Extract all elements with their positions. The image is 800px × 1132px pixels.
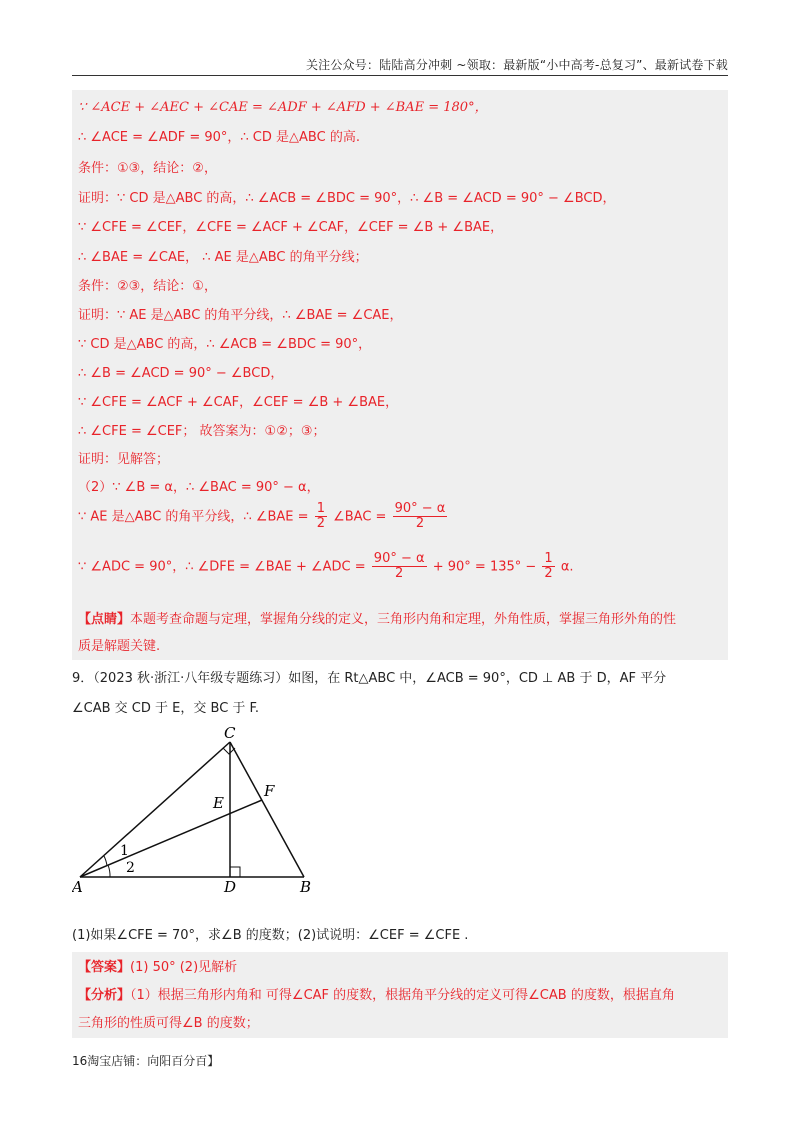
label-angle-2: 2 xyxy=(126,860,135,876)
analysis-text-1: （1）根据三角形内角和 可得∠CAF 的度数，根据角平分线的定义可得∠CAB 的度数，根据直角 xyxy=(130,988,675,1003)
line15-mid: ∠BAC = xyxy=(333,509,391,525)
solution-line-2: ∴ ∠ACE = ∠ADF = 90°，∴ CD 是△ABC 的高. xyxy=(78,130,360,145)
line16-prefix: ∵ ∠ADC = 90°，∴ ∠DFE = ∠BAE + ∠ADC = xyxy=(78,559,370,575)
solution-block xyxy=(72,90,728,660)
solution-line-12: ∴ ∠CFE = ∠CEF； 故答案为：①②；③； xyxy=(78,424,326,439)
label-d: D xyxy=(224,878,237,892)
solution-line-11: ∵ ∠CFE = ∠ACF + ∠CAF，∠CEF = ∠B + ∠BAE， xyxy=(78,395,399,410)
triangle-figure xyxy=(72,722,332,892)
label-angle-1: 1 xyxy=(120,843,129,859)
solution-line-6: ∴ ∠BAE = ∠CAE， ∴ AE 是△ABC 的角平分线； xyxy=(78,250,368,265)
angle-arc-1 xyxy=(104,856,107,866)
solution-line-10: ∴ ∠B = ∠ACD = 90° − ∠BCD， xyxy=(78,366,284,381)
note-text-1: 本题考查命题与定理，掌握角分线的定义，三角形内角和定理，外角性质，掌握三角形外角的性 xyxy=(130,612,677,627)
analysis-label: 【分析】 xyxy=(78,988,131,1003)
answer-label: 【答案】 xyxy=(78,960,131,975)
label-f: F xyxy=(264,782,275,800)
line16-suffix: α. xyxy=(560,559,574,575)
note-line-1 xyxy=(78,608,676,627)
answer-block xyxy=(72,952,728,1038)
analysis-line-1 xyxy=(78,984,675,1003)
solution-line-4: 证明：∵ CD 是△ABC 的高，∴ ∠ACB = ∠BDC = 90°，∴ ∠B = ∠ACD = 90° − ∠BCD， xyxy=(78,191,616,206)
solution-line-8: 证明：∵ AE 是△ABC 的角平分线，∴ ∠BAE = ∠CAE， xyxy=(78,308,403,323)
label-e: E xyxy=(213,794,224,812)
page-header: 关注公众号：陆陆高分冲刺 ~领取：最新版“小中高考-总复习”、最新试卷下载 xyxy=(305,58,728,72)
side-ac xyxy=(80,742,230,877)
solution-line-15 xyxy=(78,502,449,532)
header-divider xyxy=(72,75,728,76)
solution-line-7: 条件：②③，结论：①， xyxy=(78,279,217,294)
label-a: A xyxy=(72,878,83,892)
solution-line-13: 证明：见解答； xyxy=(78,452,170,467)
question-line-2: ∠CAB 交 CD 于 E，交 BC 于 F. xyxy=(72,701,260,716)
angle-fraction: $\frac{90^\circ - \alpha}{2}$ xyxy=(394,501,446,532)
answer-line xyxy=(78,956,237,975)
answer-text: (1) 50° (2)见解析 xyxy=(130,960,238,975)
question-line-1: 9．（2023 秋·浙江·八年级专题练习）如图，在 Rt△ABC 中，∠ACB = 90°，CD ⊥ AB 于 D，AF 平分 xyxy=(72,671,667,686)
line16-mid: + 90° = 135° − xyxy=(432,559,541,575)
solution-line-5: ∵ ∠CFE = ∠CEF，∠CFE = ∠ACF + ∠CAF，∠CEF = ∠B + ∠BAE， xyxy=(78,220,504,235)
line15-prefix: ∵ AE 是△ABC 的角平分线，∴ ∠BAE = xyxy=(78,509,313,525)
half-fraction-2: $\frac{1}{2}$ xyxy=(544,551,553,582)
solution-line-16 xyxy=(78,552,574,582)
solution-line-9: ∵ CD 是△ABC 的高，∴ ∠ACB = ∠BDC = 90°， xyxy=(78,337,372,352)
analysis-line-2: 三角形的性质可得∠B 的度数； xyxy=(78,1016,259,1031)
solution-line-3: 条件：①③，结论：②， xyxy=(78,161,217,176)
note-label: 【点睛】 xyxy=(78,612,131,627)
question-parts: (1)如果∠CFE = 70°，求∠B 的度数；(2)试说明：∠CEF = ∠CFE . xyxy=(72,928,469,943)
note-line-2: 质是解题关键. xyxy=(78,639,161,654)
half-fraction: $\frac{1}{2}$ xyxy=(316,501,325,532)
solution-line-1: ∵ ∠ACE + ∠AEC + ∠CAE = ∠ADF + ∠AFD + ∠BAE = 180°， xyxy=(78,100,488,115)
label-c: C xyxy=(224,724,236,742)
right-angle-d xyxy=(230,867,240,877)
label-b: B xyxy=(300,878,312,892)
angle-arc-2 xyxy=(108,865,110,877)
solution-line-14: （2）∵ ∠B = α，∴ ∠BAC = 90° − α， xyxy=(78,480,320,495)
angle-fraction-2: $\frac{90^\circ - \alpha}{2}$ xyxy=(373,551,425,582)
page-footer: 16淘宝店铺：向阳百分百】 xyxy=(72,1054,220,1068)
